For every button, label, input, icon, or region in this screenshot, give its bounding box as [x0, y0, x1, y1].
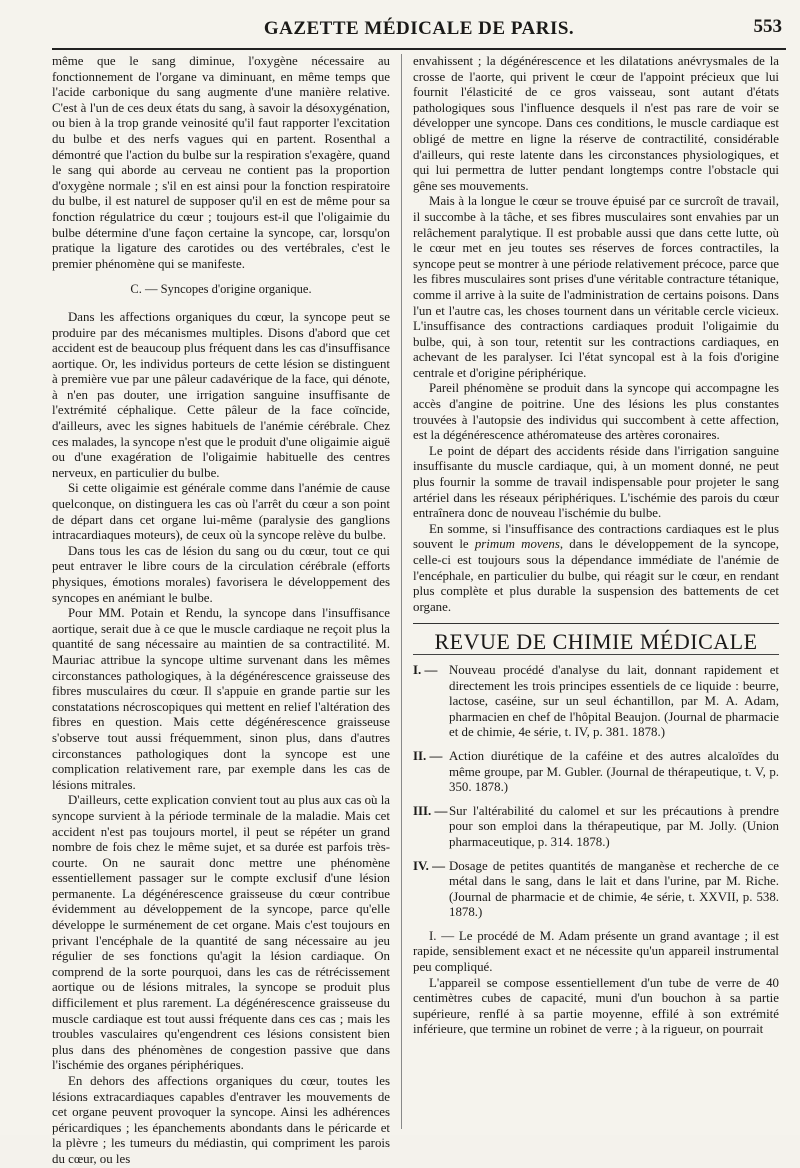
- item-text: Dosage de petites quantités de manganèse et recherche de ce métal dans le sang, dans le lait et dans l'urine, par M. Riche. (Journal de pharmacie et de chimie, 4e série, t. XXVII, p. 538. 1878.): [449, 858, 779, 920]
- section-heading: C. — Syncopes d'origine organique.: [130, 282, 312, 297]
- item-text: Action diurétique de la caféine et des autres alcaloïdes du même groupe, par M. Gubler. (Journal de thérapeutique, t. V, p. 350. 1878.): [449, 748, 779, 795]
- paragraph: Dans tous les cas de lésion du sang ou du cœur, tout ce qui peut entraver le libre cours de la circulation cérébrale (efforts physiques, émotions morales) favorisera le développement des syncopes en anémiant le bulbe.: [52, 543, 390, 605]
- section-rule: [413, 654, 779, 655]
- item-text: Nouveau procédé d'analyse du lait, donnant rapidement et directement les trois principes essentiels de ce liquide : beurre, lactose, caséine, sur un seul échantillon, par M. A. Adam, pharmacien en chef de l'hôpital Beaujon. (Journal de pharmacie et de chimie, 4e série, t. IV, p. 381. 1878.): [449, 662, 779, 740]
- item-number: II. —: [413, 748, 443, 763]
- paragraph: D'ailleurs, cette explication convient tout au plus aux cas où la syncope survient à la période terminale de la maladie. Mais cet accident n'est pas toujours mortel, il peut se répéter un grand nombre de fois chez le même sujet, et sa durée est parfois très-courte. On ne saurait donc mettre une phénomène essentiellement passager sur le compte exclusif d'une lésion permanente. La dégénérescence graisseuse du cœur contribue évidemment au développement de la syncope, parce qu'elle développe le surménement de cet organe. Mais c'est toujours en privant l'encéphale de la quantité de sang nécessaire au jeu régulier de ses fonctions qu'agit la lésion cardiaque. On comprend de la sorte pourquoi, dans les cas de rétrécissement aortique ou de lésions mitrales, la syncope se produit plus difficilement et plus rarement. La dégénérescence graisseuse du muscle cardiaque est tout aussi fréquente dans ces cas ; mais les troubles vasculaires qu'engendrent ces lésions consistent bien plus dans des phénomènes de congestion passive que dans l'ischémie des organes périphériques.: [52, 793, 390, 1073]
- paragraph: Pour MM. Potain et Rendu, la syncope dans l'insuffisance aortique, serait due à ce que le muscle cardiaque ne reçoit plus la quantité de sang nécessaire au maintien de sa contractilité. M. Mauriac attribue la syncope ultime survenant dans les mêmes circonstances pathologiques, à la dégénérescence graisseuse des fibres musculaires du cœur. Il s'appuie en grande partie sur les constatations nécroscopiques qui mettent en relief l'altération des fibres en question. Mais cette dégénérescence graisseuse s'observe tout aussi fréquemment, sinon plus, dans d'autres circonstances pathologiques dont la syncope est une complication relativement rare, par exemple dans les cas de lésions mitrales.: [52, 606, 390, 792]
- page-header: [52, 14, 786, 50]
- left-column: [52, 54, 390, 1168]
- paragraph: même que le sang diminue, l'oxygène nécessaire au fonctionnement de l'organe va diminuant, en même temps que l'acide carbonique du sang augmente d'une manière relative. C'est à l'un de ces deux états du sang, à savoir la désoxygénation, ou bien à la trop grande veinosité qu'il faut rapporter l'excitation du bulbe et des nerfs vagues qui en partent. Rosenthal a démontré que l'action du bulbe sur la respiration s'exagère, quand le sang qui aborde au cerveau ne contient pas la proportion d'oxygène normale ; s'il en est ainsi pour la fonction respiratoire du bulbe, il est naturel de supposer qu'il en est de même pour sa fonction régulatrice du cœur ; toujours est-il que l'oligaimie du bulbe détermine d'une façon certaine la syncope, car, lorsqu'on pratique la ligature des carotides ou des vertébrales, c'est le premier phénomène qui se manifeste.: [52, 54, 390, 271]
- item-number: III. —: [413, 803, 448, 818]
- italic-term: primum movens: [474, 537, 560, 552]
- paragraph: En dehors des affections organiques du cœur, toutes les lésions extracardiaques capables d'entraver les mouvements de cet organe peuvent provoquer la syncope. Ainsi les adhérences péricardiques ; les épanchements abondants dans le péricarde et la plèvre ; les tumeurs du médiastin, qui compriment les parois du cœur, ou les: [52, 1074, 390, 1166]
- journal-title: GAZETTE MÉDICALE DE PARIS.: [263, 18, 575, 39]
- text-run: En somme, si l'insuffisance des contractions cardiaques est le plus souvent le: [413, 521, 779, 552]
- paragraph: L'appareil se compose essentiellement d'un tube de verre de 40 centimètres cubes de capacité, muni d'un bouchon à sa partie supérieure, renflé à sa partie moyenne, effilé à son extrémité inférieure, que termine un robinet de verre ; à la rigueur, on pourrait: [413, 975, 779, 1037]
- list-item: [413, 663, 779, 741]
- paragraph: I. — Le procédé de M. Adam présente un grand avantage ; il est rapide, sensiblement exact et ne nécessite qu'un appareil instrumental peu compliqué.: [413, 928, 779, 975]
- paragraph: Le point de départ des accidents réside dans l'irrigation sanguine insuffisante du muscle cardiaque, qui, à un moment donné, ne peut plus fournir la somme de travail indispensable pour projeter le sang artériel dans les réseaux périphériques. L'ischémie des parois du cœur entraînera donc de nouveau l'ischémie du bulbe.: [413, 443, 779, 521]
- paragraph: Mais à la longue le cœur se trouve épuisé par ce surcroît de travail, il succombe à la tâche, et ses fibres musculaires sont envahies par un relâchement paralytique. Il est probable aussi que dans cette lutte, où le cœur met en jeu toutes ses réserves de forces contractiles, la syncope peut se montrer à une période relativement précoce, parce que les fibres musculaires sont prises d'une véritable contracture tétanique, comme il arrive à la suite de l'administration de certains poisons. Dans l'un et l'autre cas, les choses tournent dans un véritable cercle vicieux. L'insuffisance des contractions cardiaques produit l'oligaimie du bulbe, qui, à son tour, retentit sur les contractions cardiaques, en achevant de les paralyser. Ici l'état syncopal est à la fois d'origine centrale et d'origine périphérique.: [413, 194, 779, 380]
- list-item: [413, 749, 779, 796]
- paragraph: Si cette oligaimie est générale comme dans l'anémie de cause quelconque, on distinguera les cas où l'arrêt du cœur a son point de départ dans cet organe lui-même (paralysie des ganglions intracardiaques moteurs), de ceux où la syncope relève du bulbe.: [52, 481, 390, 543]
- item-text: Sur l'altérabilité du calomel et sur les précautions à prendre pour son emploi dans la thérapeutique, par M. Jolly. (Union pharmaceutique, p. 314. 1878.): [449, 803, 779, 849]
- paragraph: Pareil phénomène se produit dans la syncope qui accompagne les accès d'angine de poitrine. Une des lésions les plus constantes trouvées à l'autopsie des individus qui succombent à cette affection, est la dégénérescence athéromateuse des artères coronaires.: [413, 381, 779, 443]
- text-run: , dans le développement de la syncope, celle-ci est toujours sous la dépendance immédiate de l'anémie de l'encéphale, en particulier du bulbe, qui réagit sur le cœur, en rendant plus complète et plus durable la suspension des battements de cet organe.: [413, 537, 779, 614]
- item-number: I. —: [413, 662, 438, 677]
- revue-title: REVUE DE CHIMIE MÉDICALE: [434, 629, 758, 655]
- page-number: 553: [753, 16, 782, 37]
- column-divider: [401, 54, 402, 1129]
- paragraph: envahissent ; la dégénérescence et les dilatations anévrysmales de la crosse de l'aorte, qui privent le cœur de l'appoint précieux que lui fournit l'élasticité de ce gros vaisseau, sont autant d'états pathologiques sous l'influence desquels il n'est pas rare de voir se développer une syncope. Dans ces conditions, le muscle cardiaque est obligé de mettre en ligne la réserve de contractilité, considérable d'ailleurs, qui reste latente dans les circonstances physiologiques, et qui lui permettra de lutter pendant longtemps contre l'obstacle qui gêne ses mouvements.: [413, 54, 779, 193]
- list-item: [413, 859, 779, 921]
- item-number: IV. —: [413, 858, 445, 873]
- section-rule: [413, 623, 779, 624]
- paragraph: Dans les affections organiques du cœur, la syncope peut se produire par des mécanismes multiples. Disons d'abord que cet accident est de beaucoup plus fréquent dans les cas d'insuffisance aortique. Or, les individus porteurs de cette lésion se distinguent à première vue par une pâleur cadavérique de la face, qui dénote, à n'en pas douter, une irrigation sanguine insuffisante de l'extrémité céphalique. Cette pâleur de la face coïncide, d'ailleurs, avec les signes habituels de l'anémie cérébrale. Chez ces malades, la syncope n'est que le produit d'une oligaimie aiguë ou d'une exagération de l'oligaimie habituelle des centres nerveux, en particulier du bulbe.: [52, 309, 390, 480]
- list-item: [413, 804, 779, 851]
- right-column: [413, 54, 779, 1038]
- paragraph: [413, 522, 779, 616]
